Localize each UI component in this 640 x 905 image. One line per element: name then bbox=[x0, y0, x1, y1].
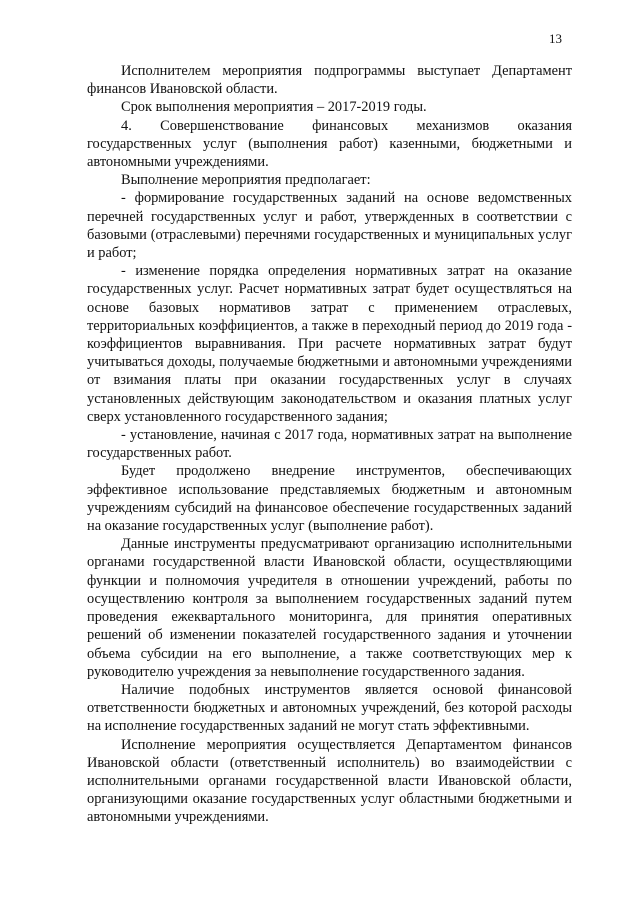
paragraph-term: Срок выполнения мероприятия – 2017-2019 годы. bbox=[121, 99, 427, 116]
paragraph-implementation-intro: Выполнение мероприятия предполагает: bbox=[121, 172, 371, 189]
paragraph-tools-responsibility: Наличие подобных инструментов является основой финансовой ответственности бюджетных и автономных учреждений, без которой расходы на исполнение государственных заданий не могут стать эффективными. bbox=[87, 681, 572, 735]
paragraph-implementation-responsible: Исполнение мероприятия осуществляется Департаментом финансов Ивановской области (ответственный исполнитель) во взаимодействии с исполнительными органами государственной власти Ивановской области, организующими оказание государственных услуг областными бюджетными и автономными учреждениями. bbox=[87, 736, 572, 826]
document-body bbox=[87, 62, 572, 827]
paragraph-tools-introduction: Будет продолжено внедрение инструментов, обеспечивающих эффективное использование представляемых бюджетным и автономным учреждениям субсидий на финансовое обеспечение государственных заданий на оказание государственных услуг (выполнение работ). bbox=[87, 463, 572, 535]
paragraph-item-4-heading: 4. Совершенствование финансовых механизмов оказания государственных услуг (выполнения работ) казенными, бюджетными и автономными учреждениями. bbox=[87, 117, 572, 171]
paragraph-bullet-works-costs: - установление, начиная с 2017 года, нормативных затрат на выполнение государственных работ. bbox=[87, 427, 572, 462]
page-number: 13 bbox=[549, 31, 562, 46]
paragraph-tools-control: Данные инструменты предусматривают организацию исполнительными органами государственной власти Ивановской области, осуществляющими функции и полномочия учредителя в отношении учреждений, работы по осуществлению контроля за выполнением государственных заданий путем проведения ежеквартального мониторинга, для принятия оперативных решений об изменении показателей государственного задания и уточнении объема субсидии на его выполнение, а также соответствующих мер к руководителю учреждения за невыполнение государственного задания. bbox=[87, 536, 572, 680]
paragraph-executor: Исполнителем мероприятия подпрограммы выступает Департамент финансов Ивановской области. bbox=[87, 63, 572, 98]
paragraph-bullet-state-tasks: - формирование государственных заданий на основе ведомственных перечней государственных услуг и работ, утвержденных в соответствии с базовыми (отраслевыми) перечнями государственных и муниципальных услуг и работ; bbox=[87, 190, 572, 262]
paragraph-bullet-normative-costs: - изменение порядка определения нормативных затрат на оказание государственных услуг. Расчет нормативных затрат будет осуществляться на основе базовых нормативов затрат с применением отраслевых, территориальных коэффициентов, а также в переходный период до 2019 года - коэффициентов выравнивания. При расчете нормативных затрат будут учитываться доходы, получаемые бюджетными и автономными учреждениями от взимания платы при оказании государственных услуг в случаях установленных действующим законодательством и оказания платных услуг сверх установленного государственного задания; bbox=[87, 263, 572, 425]
